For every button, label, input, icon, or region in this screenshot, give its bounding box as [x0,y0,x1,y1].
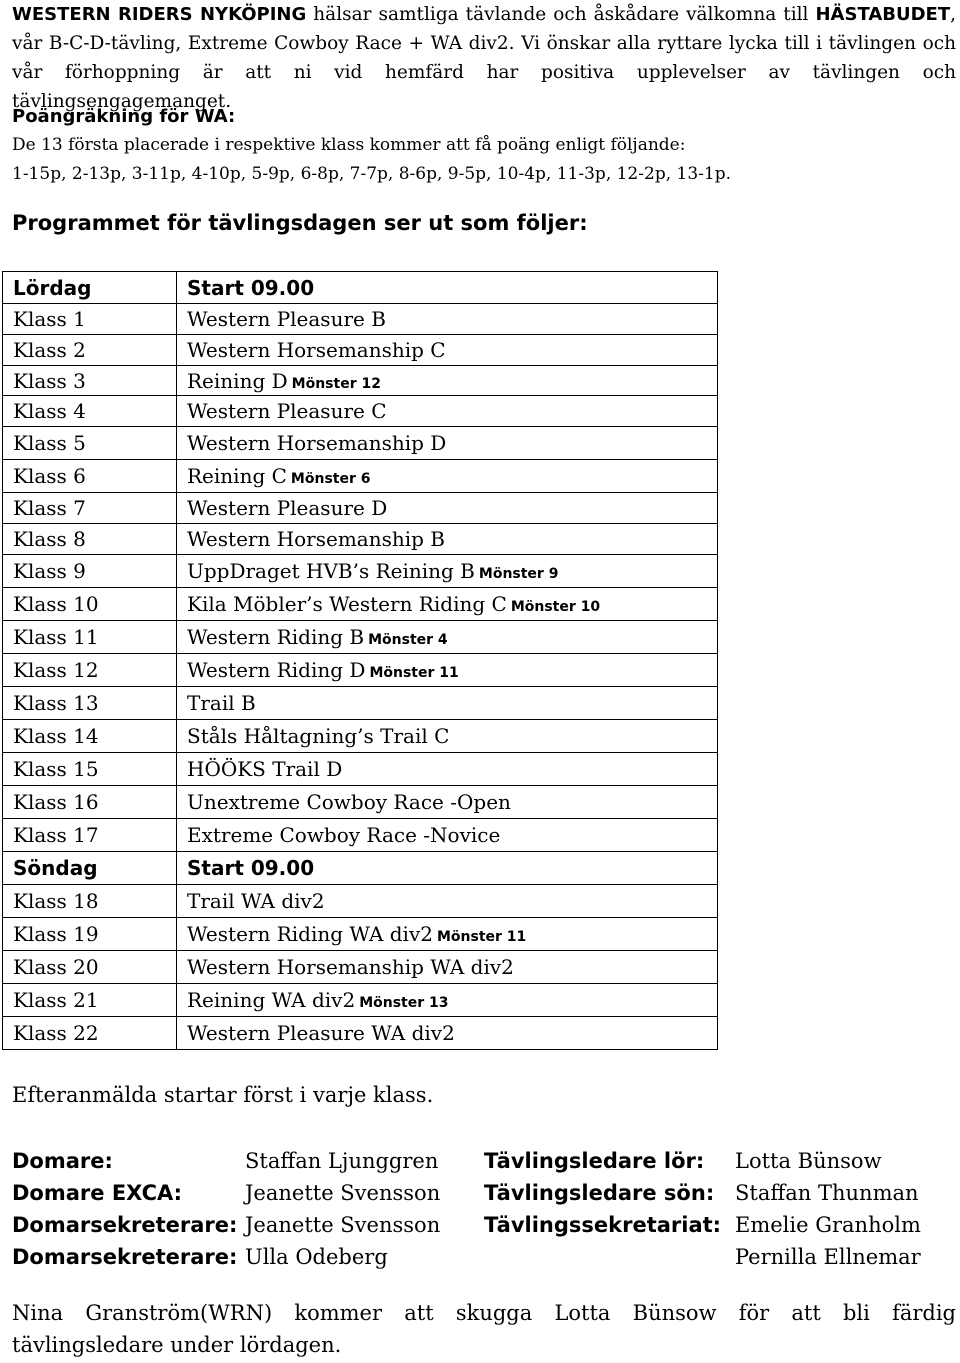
class-name: UppDraget HVB’s Reining B [187,559,475,583]
class-name: Trail B [187,691,256,715]
day-name: Söndag [3,852,177,885]
class-number: Klass 16 [3,786,177,819]
schedule-row [3,720,718,753]
class-name-cell [177,951,718,984]
class-name: Western Riding D [187,658,366,682]
class-name-cell [177,366,718,396]
schedule-row [3,396,718,427]
schedule-row [3,819,718,852]
class-number: Klass 21 [3,984,177,1017]
official-name: Jeanette Svensson [245,1213,441,1237]
class-number: Klass 1 [3,304,177,335]
class-number: Klass 9 [3,555,177,588]
event-name: HÄSTABUDET [815,4,951,25]
pattern-label: Mönster 11 [369,665,459,681]
schedule-table [2,271,718,1050]
official-row [12,1177,956,1209]
schedule-row [3,918,718,951]
pattern-label: Mönster 12 [291,375,381,392]
day-name: Lördag [3,272,177,304]
class-number: Klass 6 [3,460,177,493]
class-name-cell [177,687,718,720]
schedule-row [3,753,718,786]
class-name-cell [177,885,718,918]
class-name-cell [177,720,718,753]
class-name-cell [177,984,718,1017]
start-time-cell [177,852,718,885]
class-number: Klass 22 [3,1017,177,1050]
pattern-label: Mönster 6 [290,471,371,487]
schedule-body [3,272,718,1050]
class-name: Western Pleasure D [187,496,388,520]
schedule-row [3,1017,718,1050]
official-role: Tävlingsledare sön: [484,1181,715,1205]
pattern-label: Mönster 9 [478,566,559,582]
pattern-label: Mönster 4 [368,632,448,648]
official-name: Staffan Ljunggren [245,1149,439,1173]
class-name-cell [177,621,718,654]
class-name: Unextreme Cowboy Race -Open [187,790,511,814]
class-number: Klass 12 [3,654,177,687]
class-name: Ståls Håltagning’s Trail C [187,724,450,748]
schedule-row [3,984,718,1017]
class-number: Klass 7 [3,493,177,524]
official-role: Domare EXCA: [12,1181,183,1205]
official-name: Pernilla Ellnemar [735,1245,921,1269]
class-name-cell [177,654,718,687]
class-number: Klass 19 [3,918,177,951]
pattern-label: Mönster 11 [436,929,527,945]
class-number: Klass 11 [3,621,177,654]
class-name-cell [177,1017,718,1050]
class-name: Western Horsemanship WA div2 [187,955,514,979]
pattern-label: Mönster 10 [510,599,601,615]
official-name: Staffan Thunman [735,1181,919,1205]
class-name: Kila Möbler’s Western Riding C [187,592,507,616]
schedule-day-row [3,272,718,304]
class-name: HÖÖKS Trail D [187,757,343,781]
class-name: Western Riding B [187,625,365,649]
intro-text-1: hälsar samtliga tävlande och åskådare välkomna till [306,4,816,25]
start-time: Start 09.00 [187,275,315,300]
schedule-row [3,588,718,621]
class-name-cell [177,786,718,819]
class-name: Western Horsemanship B [187,527,446,551]
class-number: Klass 10 [3,588,177,621]
class-name: Western Horsemanship C [187,338,446,362]
start-time-cell [177,272,718,304]
schedule-row [3,687,718,720]
class-name-cell [177,304,718,335]
wa-points-list: 1-15p, 2-13p, 3-11p, 4-10p, 5-9p, 6-8p, 7-7p, 8-6p, 9-5p, 10-4p, 11-3p, 12-2p, 13-1p. [12,164,731,184]
schedule-row [3,621,718,654]
class-name-cell [177,335,718,366]
class-name-cell [177,753,718,786]
wa-points-description: De 13 första placerade i respektive klass kommer att få poäng enligt följande: [12,135,686,155]
class-name-cell [177,555,718,588]
official-role: Domare: [12,1149,113,1173]
class-number: Klass 14 [3,720,177,753]
class-number: Klass 15 [3,753,177,786]
schedule-day-row [3,852,718,885]
schedule-row [3,460,718,493]
class-number: Klass 3 [3,366,177,396]
class-name: Reining C [187,464,287,488]
official-name: Jeanette Svensson [245,1181,441,1205]
schedule-row [3,786,718,819]
class-name-cell [177,493,718,524]
class-name-cell [177,396,718,427]
official-role: Domarsekreterare: [12,1245,238,1269]
official-role: Tävlingssekretariat: [484,1213,722,1237]
official-name: Lotta Bünsow [735,1149,882,1173]
schedule-row [3,427,718,460]
class-number: Klass 8 [3,524,177,555]
class-name: Western Pleasure C [187,399,387,423]
schedule-row [3,654,718,687]
class-name: Reining D [187,368,288,393]
club-name: WESTERN RIDERS NYKÖPING [12,4,307,25]
schedule-row [3,335,718,366]
official-role: Domarsekreterare: [12,1213,238,1237]
class-name: Trail WA div2 [187,889,325,913]
schedule-row [3,885,718,918]
class-number: Klass 4 [3,396,177,427]
class-name: Reining WA div2 [187,988,356,1012]
class-number: Klass 13 [3,687,177,720]
official-role: Tävlingsledare lör: [484,1149,705,1173]
closing-note: Nina Granström(WRN) kommer att skugga Lotta Bünsow för att bli färdig tävlingsledare under lördagen. [12,1301,956,1357]
start-time: Start 09.00 [187,856,315,880]
schedule-row [3,493,718,524]
class-name-cell [177,588,718,621]
official-name: Emelie Granholm [735,1213,921,1237]
class-name-cell [177,819,718,852]
intro-text-2: , vår B-C-D-tävling, Extreme Cowboy Race + WA div2. Vi önskar alla ryttare lycka till i tävlingen och vår förhoppning är att ni vid hemfärd har positiva upplevelser av tävlingen och tävlingsengagemanget. [12,4,956,112]
official-row [12,1145,956,1177]
class-number: Klass 18 [3,885,177,918]
pattern-label: Mönster 13 [359,995,449,1011]
class-number: Klass 5 [3,427,177,460]
late-entry-note: Efteranmälda startar först i varje klass. [12,1083,434,1107]
class-name: Western Riding WA div2 [187,922,433,946]
schedule-row [3,951,718,984]
class-name: Extreme Cowboy Race -Novice [187,823,501,847]
schedule-row [3,366,718,396]
program-title: Programmet för tävlingsdagen ser ut som följer: [12,211,588,235]
class-name: Western Horsemanship D [187,431,447,455]
official-row [12,1209,956,1241]
class-number: Klass 20 [3,951,177,984]
class-number: Klass 17 [3,819,177,852]
class-name: Western Pleasure WA div2 [187,1021,455,1045]
schedule-row [3,555,718,588]
wa-points-title: Poängräkning för WA: [12,106,236,127]
class-name-cell [177,524,718,555]
class-number: Klass 2 [3,335,177,366]
official-name: Ulla Odeberg [245,1245,388,1269]
schedule-row [3,304,718,335]
official-row [12,1241,956,1273]
intro-paragraph [12,0,956,116]
officials-list [12,1145,956,1273]
class-name-cell [177,918,718,951]
schedule-row [3,524,718,555]
class-name-cell [177,427,718,460]
class-name-cell [177,460,718,493]
class-name: Western Pleasure B [187,307,386,331]
